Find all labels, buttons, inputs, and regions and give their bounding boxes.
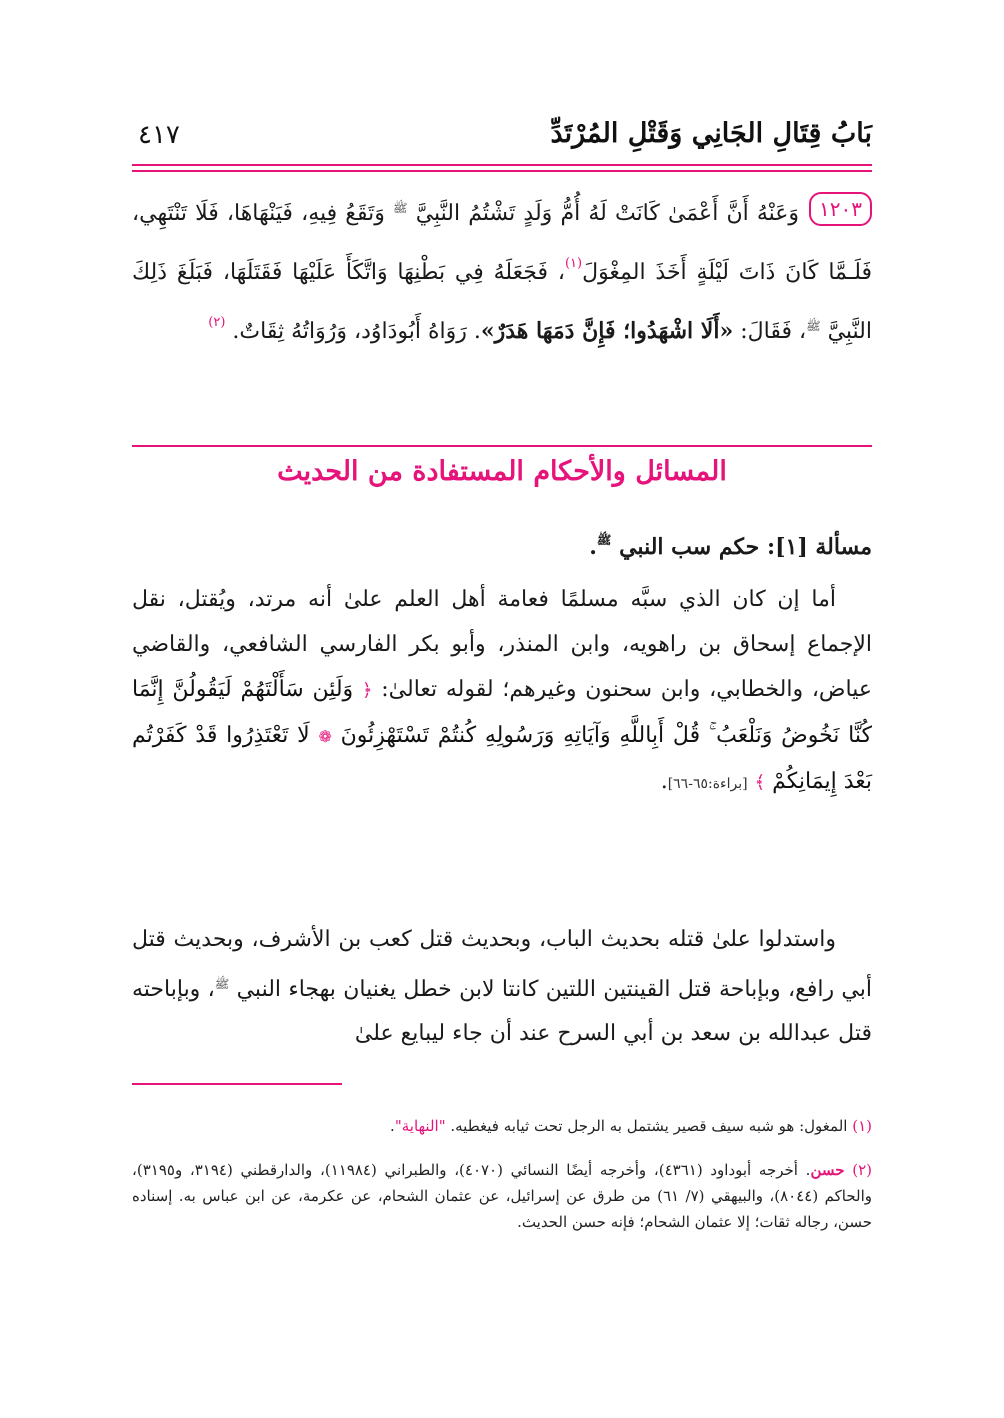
page-number: ٤١٧ — [138, 120, 180, 150]
issue-label: مسألة [١]: — [766, 534, 872, 560]
paragraph-text: أما إن كان الذي سبَّه مسلمًا فعامة أهل العلم علىٰ أنه مرتد، ويُقتل، نقل الإجماع إسحاق بن راهويه، وابن المنذر، وأبو بكر الفارسي الشافعي، والقاضي عياض، والخطابي، وابن سحنون وغيرهم؛ لقوله تعالىٰ: — [132, 587, 873, 702]
header-rule-top — [132, 164, 872, 166]
section-divider — [132, 445, 872, 447]
footnote-text: . أخرجه أبوداود (٤٣٦١)، وأخرجه أيضًا النسائي (٤٠٧٠)، والطبراني (١١٩٨٤)، والدارقطني (٣١٩٤، و٣١٩٥)، والحاكم (٨٠٤٤)، والبيهقي (٧/ ٦١) من طرق عن إسرائيل، عن عثمان الشحام، عن عكرمة، عن ابن عباس به. إسناده حسن، رجاله ثقات؛ إلا عثمان الشحام؛ فإنه حسن الحديث. — [132, 1161, 873, 1231]
hadith-number-badge: ١٢٠٣ — [809, 192, 872, 226]
chapter-title: بَابُ قِتَالِ الجَانِي وَقَتْلِ المُرْتَدِّ — [550, 118, 872, 149]
section-title: المسائل والأحكام المستفادة من الحديث — [277, 456, 727, 487]
salawat-symbol: ﷺ — [806, 319, 821, 333]
footnote-number: (٢) — [852, 1161, 872, 1179]
paragraph-2 — [132, 918, 872, 1056]
footnote-number: (١) — [852, 1117, 872, 1135]
quran-verse: وَلَئِن سَأَلْتَهُمْ لَيَقُولُنَّ إِنَّمَا كُنَّا نَخُوضُ وَنَلْعَبُ ۚ قُلْ أَبِاللَّهِ وَآيَاتِهِ وَرَسُولِهِ كُنتُمْ تَسْتَهْزِئُونَ — [132, 677, 872, 748]
footnote-divider — [132, 1083, 342, 1085]
verse-separator: ❁ — [318, 727, 332, 746]
hadith-part: وَتَقَعُ فِيهِ، فَيَنْهَاهَا، فَلَا تَنْتَهِي، فَلَـمَّا كَانَ ذَاتَ لَيْلَةٍ أَخَذَ المِغْوَلَ — [132, 201, 873, 285]
hadith-part: وَعَنْهُ أَنَّ أَعْمَىٰ كَانَتْ لَهُ أُمُّ وَلَدٍ تَشْتُمُ النَّبِيَّ — [415, 201, 800, 226]
header-rule-bottom — [132, 170, 872, 172]
footnote-ref[interactable]: (٢) — [208, 315, 226, 330]
hadith-part: ، فَجَعَلَهُ فِي بَطْنِهَا وَاتَّكَأَ عَلَيْهَا فَقَتَلَهَا، فَبَلَغَ ذَلِكَ النَّبِيَّ — [132, 260, 872, 344]
quran-brace-close: ﴾ — [754, 772, 766, 793]
issue-heading — [589, 520, 872, 567]
paragraph-1 — [132, 577, 872, 807]
paragraph-text: ، وبإباحته قتل عبدالله بن سعد بن أبي السرح عند أن جاء ليبايع علىٰ — [132, 977, 872, 1046]
hadith-part: . رَوَاهُ أَبُودَاوُد، وَرُوَاتُهُ ثِقَاتٌ. — [232, 319, 481, 344]
paragraph-end: . — [660, 769, 668, 794]
salawat-symbol: ﷺ — [214, 977, 230, 991]
quran-brace-open: ﴿ — [361, 680, 373, 701]
footnote-2 — [132, 1157, 872, 1235]
hadith-text — [132, 183, 872, 357]
hadith-grade: حسن — [810, 1161, 845, 1179]
footnote-end: . — [390, 1117, 395, 1135]
salawat-symbol: ﷺ — [596, 533, 612, 547]
footnote-ref[interactable]: (١) — [564, 256, 583, 271]
paragraph-text: واستدلوا علىٰ قتله بحديث الباب، وبحديث قتل كعب بن الأشرف، وبحديث قتل أبي رافع، وبإباحة قتل القينتين اللتين كانتا لابن خطل يغنيان بهجاء النبي — [132, 927, 872, 1002]
quran-verse: لَا تَعْتَذِرُوا قَدْ كَفَرْتُم بَعْدَ إِيمَانِكُمْ — [132, 723, 872, 794]
salawat-symbol: ﷺ — [393, 201, 408, 215]
footnote-text: المغول: هو شبه سيف قصير يشتمل به الرجل تحت ثيابه فيغطيه. — [450, 1117, 848, 1135]
issue-end: . — [589, 534, 597, 560]
verse-reference: [براءة:٦٥-٦٦] — [667, 776, 748, 792]
footnote-source: "النهاية" — [394, 1117, 446, 1135]
footnote-1 — [132, 1113, 872, 1139]
prophet-quote: «أَلَا اشْهَدُوا؛ فَإِنَّ دَمَهَا هَدَرٌ» — [480, 318, 734, 344]
hadith-part: ، فَقَالَ: — [740, 319, 807, 344]
issue-title: حكم سب النبي — [619, 534, 760, 560]
